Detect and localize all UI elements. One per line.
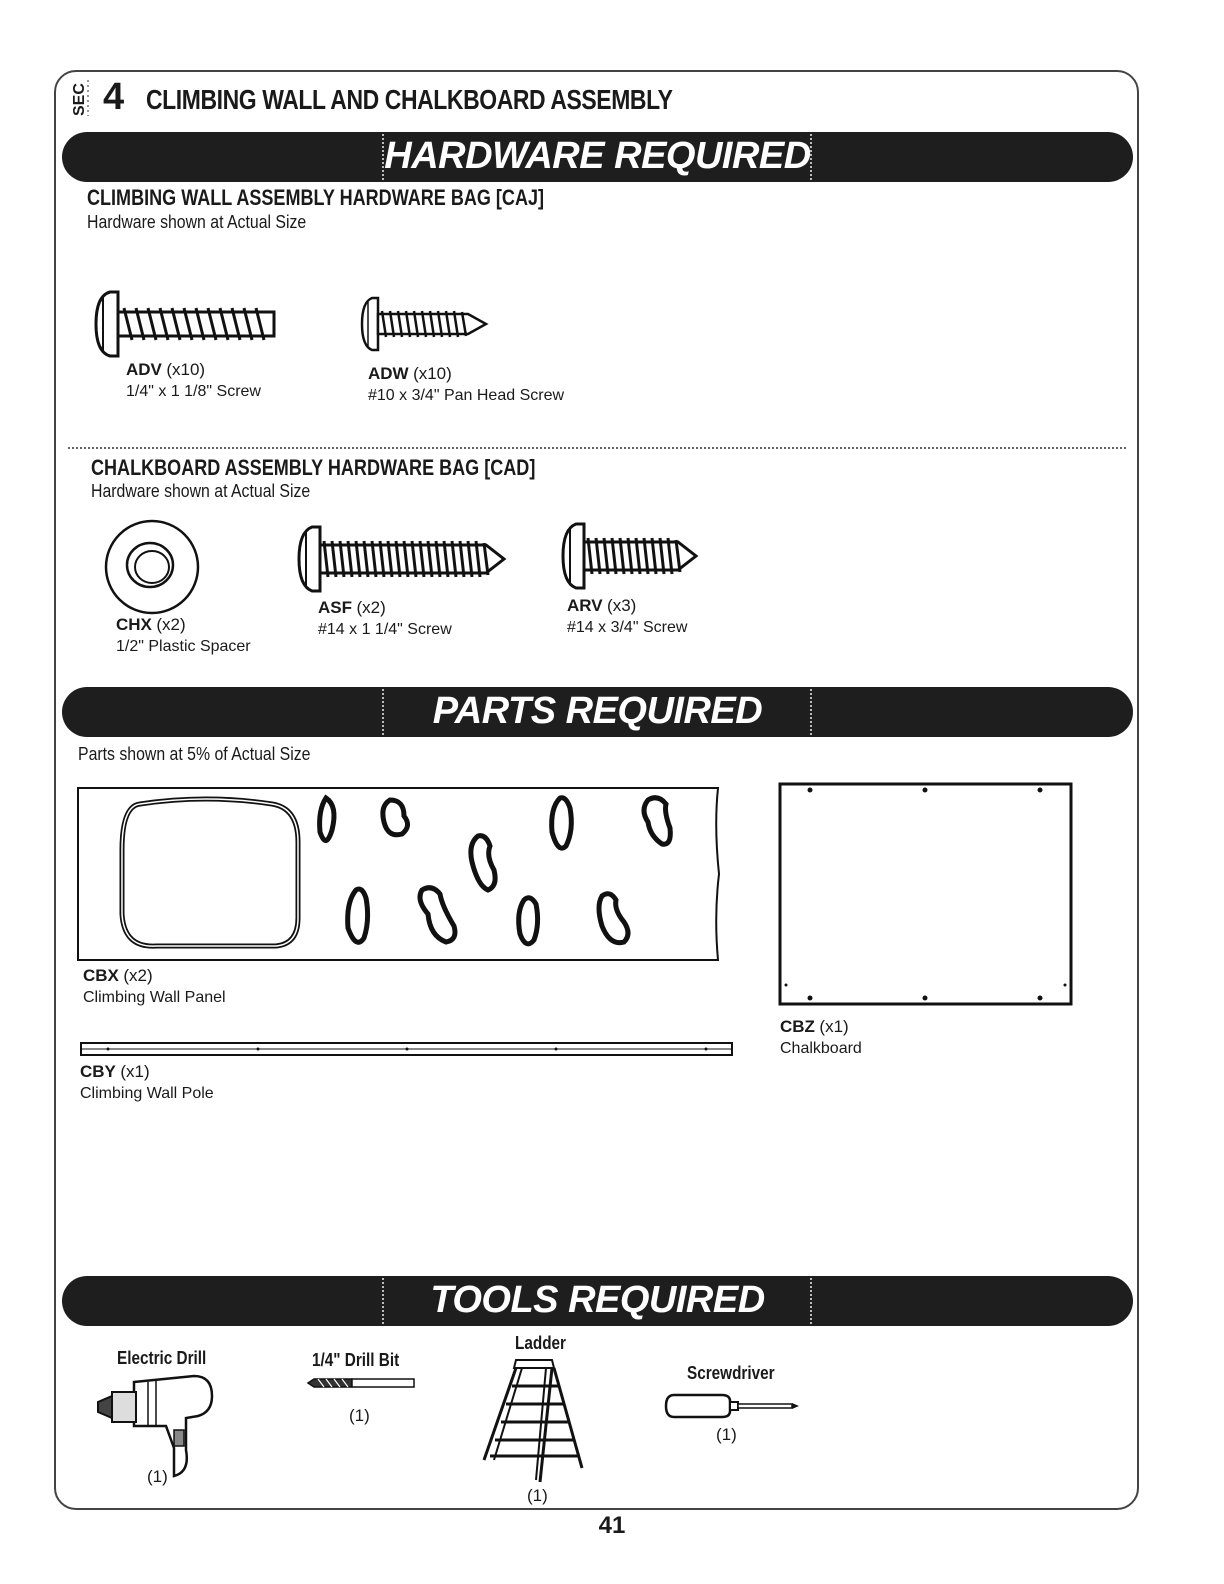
adv-screw-illustration (92, 286, 282, 362)
adv-code: ADV (126, 360, 162, 379)
screwdriver-icon (664, 1392, 802, 1420)
parts-note: Parts shown at 5% of Actual Size (78, 744, 311, 764)
cbz-desc: Chalkboard (780, 1040, 862, 1057)
parts-banner-title: PARTS REQUIRED (432, 690, 763, 732)
cbx-code: CBX (83, 966, 119, 985)
section-title: CLIMBING WALL AND CHALKBOARD ASSEMBLY (146, 84, 673, 115)
hardware-banner-title: HARDWARE REQUIRED (384, 135, 811, 177)
cbx-label (83, 966, 153, 986)
cad-heading: CHALKBOARD ASSEMBLY HARDWARE BAG [CAD] (91, 455, 536, 480)
arv-code: ARV (567, 596, 603, 615)
cbx-desc: Climbing Wall Panel (83, 989, 226, 1006)
arv-qty: (x3) (607, 596, 637, 615)
chx-desc: 1/2" Plastic Spacer (116, 638, 251, 655)
cbz-code: CBZ (780, 1017, 815, 1036)
tool-screwdriver-qty: (1) (716, 1425, 737, 1444)
arv-desc: #14 x 3/4" Screw (567, 619, 688, 636)
cby-qty: (x1) (120, 1062, 150, 1081)
hardware-banner (62, 132, 1133, 182)
cbz-qty: (x1) (819, 1017, 849, 1036)
cbz-chalkboard-illustration (778, 782, 1074, 1008)
section-label (60, 78, 94, 118)
arv-label (567, 596, 636, 616)
tool-ladder-qty: (1) (527, 1486, 548, 1505)
ladder-icon (480, 1356, 588, 1486)
cby-code: CBY (80, 1062, 116, 1081)
cby-pole-illustration (80, 1040, 734, 1058)
tools-banner (62, 1276, 1133, 1326)
adw-code: ADW (368, 364, 409, 383)
cby-desc: Climbing Wall Pole (80, 1085, 214, 1102)
adv-label (126, 360, 205, 380)
cbx-qty: (x2) (123, 966, 153, 985)
adw-qty: (x10) (413, 364, 452, 383)
electric-drill-icon (94, 1372, 218, 1482)
adv-qty: (x10) (166, 360, 206, 379)
caj-heading: CLIMBING WALL ASSEMBLY HARDWARE BAG [CAJ] (87, 185, 545, 210)
arv-screw-illustration (560, 520, 700, 592)
cbx-panel-illustration (76, 786, 722, 964)
section-label-text: SEC (71, 83, 88, 116)
page-number: 41 (598, 1512, 626, 1539)
tool-electric-drill-name: Electric Drill (117, 1348, 207, 1368)
caj-note: Hardware shown at Actual Size (87, 212, 307, 232)
cby-label (80, 1062, 150, 1082)
chx-code: CHX (116, 615, 152, 634)
asf-label (318, 598, 386, 618)
drill-bit-icon (306, 1376, 416, 1390)
section-number: 4 (103, 76, 124, 118)
divider (68, 447, 1126, 449)
adv-desc: 1/4" x 1 1/8" Screw (126, 383, 261, 400)
adw-desc: #10 x 3/4" Pan Head Screw (368, 387, 565, 404)
asf-desc: #14 x 1 1/4" Screw (318, 621, 452, 638)
adw-label (368, 364, 452, 384)
tool-drill-bit-name: 1/4" Drill Bit (312, 1350, 400, 1370)
cbz-label (780, 1017, 849, 1037)
chx-spacer-illustration (102, 518, 202, 616)
tool-electric-drill-qty: (1) (147, 1467, 168, 1486)
asf-code: ASF (318, 598, 352, 617)
chx-qty: (x2) (156, 615, 186, 634)
asf-qty: (x2) (356, 598, 386, 617)
chx-label (116, 615, 186, 635)
cad-note: Hardware shown at Actual Size (91, 481, 311, 501)
tool-ladder-name: Ladder (515, 1333, 567, 1353)
tool-drill-bit-qty: (1) (349, 1406, 370, 1425)
tool-screwdriver-name: Screwdriver (687, 1363, 775, 1383)
tools-banner-title: TOOLS REQUIRED (430, 1279, 765, 1321)
adw-screw-illustration (360, 294, 490, 354)
parts-banner (62, 687, 1133, 737)
asf-screw-illustration (296, 523, 508, 595)
